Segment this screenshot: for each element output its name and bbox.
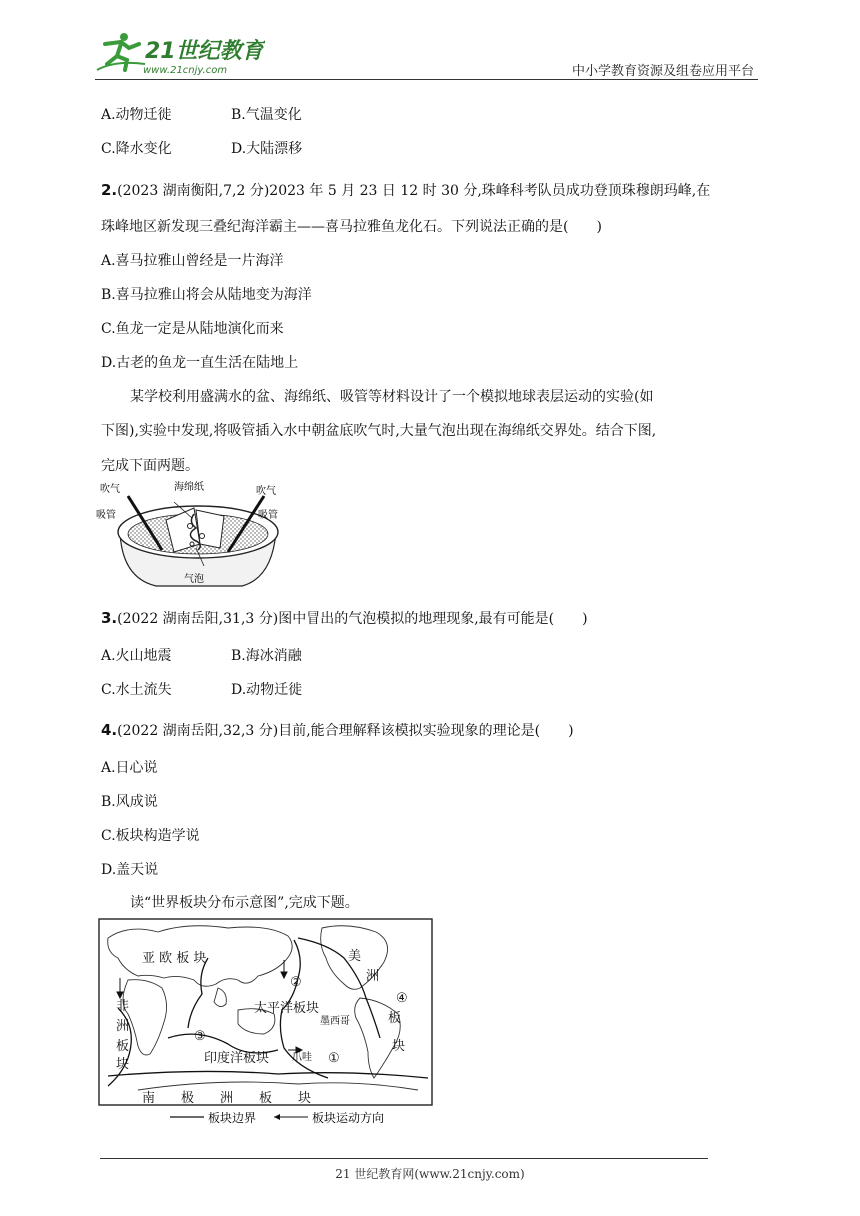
label-america-3: 板 — [388, 1011, 402, 1026]
q2-stem-line2: 珠峰地区新发现三叠纪海洋霸主——喜马拉雅鱼龙化石。下列说法正确的是( ) — [101, 219, 602, 235]
label-num-2: ② — [290, 975, 302, 990]
passage-line1: 某学校利用盛满水的盆、海绵纸、吸管等材料设计了一个模拟地球表层运动的实验(如 — [130, 389, 654, 405]
label-antarctic-plate: 南 极 洲 板 块 — [142, 1091, 312, 1106]
page-footer: 21 世纪教育网(www.21cnjy.com) — [335, 1167, 525, 1181]
label-num-3: ③ — [194, 1029, 206, 1044]
label-america-2: 洲 — [366, 969, 380, 984]
q4-option-b: B.风成说 — [101, 794, 158, 810]
q4-option-c: C.板块构造学说 — [101, 828, 200, 844]
q2-option-a: A.喜马拉雅山曾经是一片海洋 — [101, 253, 284, 269]
q3-options-row2 — [101, 680, 303, 700]
header-divider — [95, 79, 758, 80]
basin-experiment-figure — [96, 478, 296, 596]
label-indian-plate: 印度洋板块 — [204, 1051, 270, 1066]
logo-main-text: 21世纪教育 — [145, 39, 264, 64]
q1-option-d: D.大陆漂移 — [231, 141, 303, 157]
q1-option-a: A.动物迁徙 — [101, 107, 172, 123]
q1-options-row1 — [101, 105, 302, 125]
label-straw-left: 吸管 — [96, 510, 116, 521]
q1-option-b: B.气温变化 — [231, 107, 302, 123]
q2-stem-line1 — [101, 180, 710, 201]
q4-number: 4. — [101, 721, 118, 739]
label-africa-3: 板 — [116, 1039, 130, 1054]
q2-option-b: B.喜马拉雅山将会从陆地变为海洋 — [101, 287, 312, 303]
legend-boundary-label: 板块边界 — [208, 1111, 257, 1125]
header-platform-text: 中小学教育资源及组卷应用平台 — [571, 64, 754, 79]
label-africa-2: 洲 — [116, 1019, 130, 1034]
label-africa-4: 块 — [116, 1057, 130, 1072]
q3-stem — [101, 608, 588, 629]
label-blow-left: 吹气 — [100, 484, 120, 495]
passage-line2: 下图),实验中发现,将吸管插入水中朝盆底吹气时,大量气泡出现在海绵纸交界处。结合下图, — [101, 423, 657, 439]
runner-icon — [97, 33, 145, 70]
label-bubble: 气泡 — [184, 574, 204, 585]
label-eurasian-plate: 亚 欧 板 块 — [142, 951, 207, 966]
label-java: 爪哇 — [292, 1052, 312, 1063]
q2-option-d: D.古老的鱼龙一直生活在陆地上 — [101, 355, 299, 371]
q3-stem-text: (2022 湖南岳阳,31,3 分)图中冒出的气泡模拟的地理现象,最有可能是( ) — [117, 611, 588, 627]
passage-line3: 完成下面两题。 — [101, 458, 199, 474]
label-blow-right: 吹气 — [256, 486, 276, 497]
q2-option-c: C.鱼龙一定是从陆地演化而来 — [101, 321, 284, 337]
label-africa-1: 非 — [116, 999, 130, 1014]
label-pacific-plate: 太平洋板块 — [254, 1001, 320, 1016]
label-america-4: 块 — [392, 1039, 406, 1054]
label-sponge: 海绵纸 — [174, 482, 204, 493]
footer-divider — [100, 1158, 708, 1159]
q3-option-d: D.动物迁徙 — [231, 682, 303, 698]
label-num-4: ④ — [396, 991, 408, 1006]
legend-motion-arrow — [274, 1114, 280, 1120]
q3-option-c: C.水土流失 — [101, 682, 172, 698]
q4-option-d: D.盖天说 — [101, 862, 159, 878]
label-america-1: 美 — [348, 949, 362, 964]
q4-stem — [101, 720, 574, 741]
q3-option-b: B.海冰消融 — [231, 648, 302, 664]
q1-options-row2 — [101, 139, 303, 159]
q3-option-a: A.火山地震 — [101, 648, 172, 664]
legend-motion-label: 板块运动方向 — [312, 1111, 385, 1125]
q2-number: 2. — [101, 181, 118, 199]
q3-options-row1 — [101, 646, 302, 666]
world-plates-map — [98, 918, 434, 1128]
label-straw-right: 吸管 — [258, 510, 278, 521]
map-intro: 读“世界板块分布示意图”,完成下题。 — [130, 895, 359, 911]
q1-option-c: C.降水变化 — [101, 141, 172, 157]
q4-stem-text: (2022 湖南岳阳,32,3 分)目前,能合理解释该模拟实验现象的理论是( ) — [117, 723, 574, 739]
logo-21cnjy — [95, 30, 265, 78]
q2-stem-text1: (2023 湖南衡阳,7,2 分)2023 年 5 月 23 日 12 时 30 分,珠峰科考队员成功登顶珠穆朗玛峰,在 — [117, 183, 711, 199]
logo-url-text: www.21cnjy.com — [143, 65, 228, 76]
label-mexico: 墨西哥 — [320, 1016, 350, 1027]
q4-option-a: A.日心说 — [101, 760, 158, 776]
q3-number: 3. — [101, 609, 118, 627]
label-num-1: ① — [328, 1051, 340, 1066]
page-header — [95, 30, 758, 78]
